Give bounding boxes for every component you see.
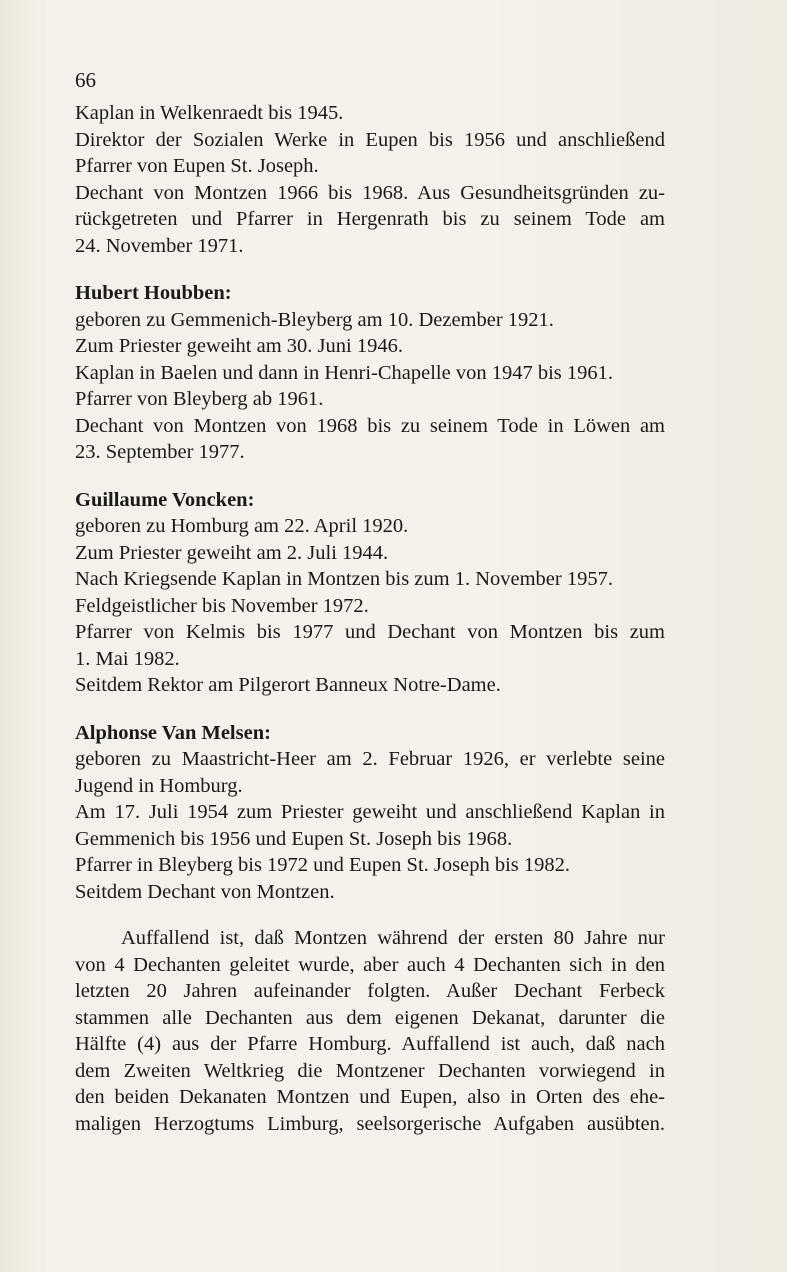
paragraph-line: den beiden Dekanaten Montzen und Eupen, also in Orten des ehe- xyxy=(75,1086,665,1108)
biography-alphonse-van-melsen xyxy=(75,720,665,906)
paragraph-line: letzten 20 Jahren aufeinander folgten. Außer Dechant Ferbeck xyxy=(75,980,665,1002)
text-line: Pfarrer in Bleyberg bis 1972 und Eupen St. Joseph bis 1982. xyxy=(75,854,570,876)
text-line: rückgetreten und Pfarrer in Hergenrath bis zu seinem Tode am xyxy=(75,208,665,230)
text-line: geboren zu Maastricht-Heer am 2. Februar 1926, er verlebte seine xyxy=(75,748,665,770)
text-line: Pfarrer von Kelmis bis 1977 und Dechant von Montzen bis zum xyxy=(75,621,665,643)
text-line: Dechant von Montzen 1966 bis 1968. Aus Gesundheitsgründen zu- xyxy=(75,181,665,204)
text-line: Pfarrer von Bleyberg ab 1961. xyxy=(75,388,324,410)
text-line: Pfarrer von Eupen St. Joseph. xyxy=(75,155,319,177)
paragraph-line: von 4 Dechanten geleitet wurde, aber auch 4 Dechanten sich in den xyxy=(75,953,665,976)
text-line: 24. November 1971. xyxy=(75,234,244,257)
page-number: 66 xyxy=(75,68,96,92)
section-title: Alphonse Van Melsen: xyxy=(75,721,271,744)
text-line: Feldgeistlicher bis November 1972. xyxy=(75,594,369,617)
paragraph-line: Hälfte (4) aus der Pfarre Homburg. Auffallend ist auch, daß nach xyxy=(75,1033,665,1055)
intro-entry xyxy=(75,100,665,259)
text-line: Seitdem Rektor am Pilgerort Banneux Notre-Dame. xyxy=(75,674,501,696)
text-line: Seitdem Dechant von Montzen. xyxy=(75,880,335,903)
text-line: geboren zu Gemmenich-Bleyberg am 10. Dezember 1921. xyxy=(75,308,554,331)
text-line: Direktor der Sozialen Werke in Eupen bis 1956 und anschließend xyxy=(75,128,665,151)
section-title: Hubert Houbben: xyxy=(75,282,232,304)
section-title: Guillaume Voncken: xyxy=(75,488,255,511)
text-line: Am 17. Juli 1954 zum Priester geweiht und anschließend Kaplan in xyxy=(75,801,665,823)
paragraph-line: dem Zweiten Weltkrieg die Montzener Dechanten vorwiegend in xyxy=(75,1059,665,1082)
text-line: Nach Kriegsende Kaplan in Montzen bis zum 1. November 1957. xyxy=(75,568,613,590)
paragraph-line: stammen alle Dechanten aus dem eigenen Dekanat, darunter die xyxy=(75,1006,665,1029)
text-line: 23. September 1977. xyxy=(75,441,245,463)
text-line: Zum Priester geweiht am 2. Juli 1944. xyxy=(75,541,389,564)
text-line: Gemmenich bis 1956 und Eupen St. Joseph bis 1968. xyxy=(75,827,513,850)
text-line: geboren zu Homburg am 22. April 1920. xyxy=(75,515,409,537)
text-line: 1. Mai 1982. xyxy=(75,647,180,670)
text-line: Kaplan in Welkenraedt bis 1945. xyxy=(75,102,344,124)
biography-guillaume-voncken xyxy=(75,487,665,699)
paragraph-line: maligen Herzogtums Limburg, seelsorgerische Aufgaben ausübten. xyxy=(75,1112,665,1135)
paragraph-line: Auffallend ist, daß Montzen während der ersten 80 Jahre nur xyxy=(121,927,665,949)
biography-hubert-houbben xyxy=(75,280,665,466)
text-line: Kaplan in Baelen und dann in Henri-Chapelle von 1947 bis 1961. xyxy=(75,361,614,384)
text-line: Jugend in Homburg. xyxy=(75,774,243,797)
text-line: Zum Priester geweiht am 30. Juni 1946. xyxy=(75,335,403,357)
page-content xyxy=(75,100,665,1137)
closing-paragraph xyxy=(75,925,665,1137)
text-line: Dechant von Montzen von 1968 bis zu seinem Tode in Löwen am xyxy=(75,414,665,437)
